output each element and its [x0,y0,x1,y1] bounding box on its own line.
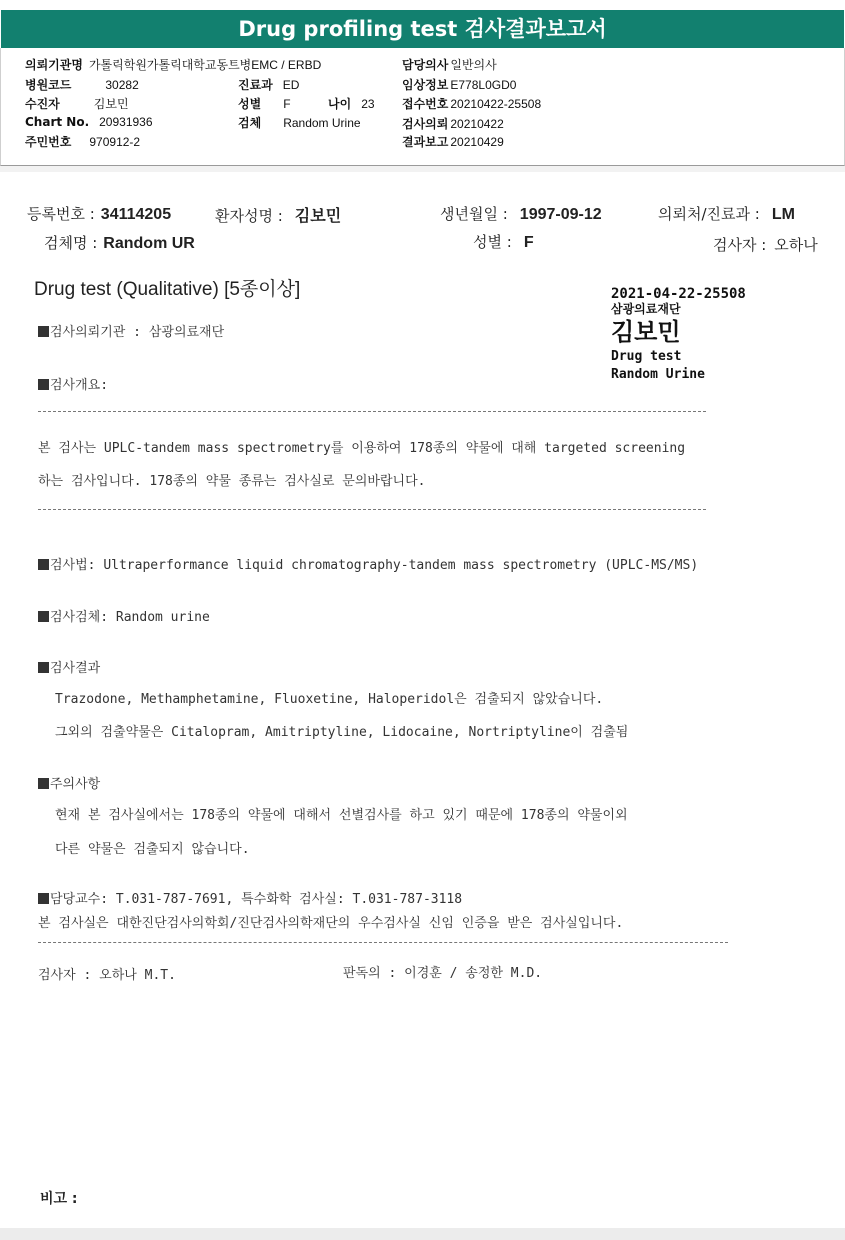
header-receipt-no: 접수번호 20210422-25508 [402,97,542,111]
bullet-square-icon [38,893,49,904]
header-chart-no: Chart No. 20931936 [25,115,153,129]
dashed-divider [38,509,706,510]
examiner-line: 검사자 : 오하나 M.T. [38,968,176,983]
header-age: 나이 23 [328,97,375,111]
caution-text-2: 다른 약물은 검출되지 않습니다. [55,842,250,857]
result-text-1: Trazodone, Methamphetamine, Fluoxetine, Haloperidol은 검출되지 않았습니다. [55,692,604,707]
stamp-receipt-no: 2021-04-22-25508 [611,286,746,302]
certification-line: 본 검사실은 대한진단검사의학회/진단검사의학재단의 우수검사실 신임 인증을 받은 검사실입니다. [38,916,624,931]
stamp-test: Drug test [611,349,682,364]
report-title: Drug profiling test 검사결과보고서 [1,10,844,48]
reader-line: 판독의 : 이경훈 / 송정한 M.D. [343,966,543,981]
header-report-date: 결과보고 20210429 [402,135,504,149]
header-doctor: 담당의사 일반의사 [402,58,497,72]
bullet-square-icon [38,559,49,570]
header-hospital-code: 병원코드 30282 [25,78,139,92]
page-bottom-band [0,1228,845,1240]
header-institution: 의뢰기관명 가톨릭학원가톨릭대학교동트병EMC / ERBD [25,58,322,72]
patient-dob: 생년월일 : 1997-09-12 [440,205,602,223]
result-heading: 검사결과 [38,657,100,676]
bullet-square-icon [38,326,49,337]
result-text-2: 그외의 검출약물은 Citalopram, Amitriptyline, Lidocaine, Nortriptyline이 검출됨 [55,725,629,740]
stamp-lab: 삼광의료재단 [611,302,681,316]
bullet-square-icon [38,662,49,673]
contact-line: 담당교수: T.031-787-7691, 특수화학 검사실: T.031-787-3118 [38,888,462,907]
header-clinical-info: 임상정보 E778L0GD0 [402,78,517,92]
stamp-specimen: Random Urine [611,367,705,382]
header-department: 진료과 ED [238,78,300,92]
overview-text-1: 본 검사는 UPLC-tandem mass spectrometry를 이용하여 178종의 약물에 대해 targeted screening [38,441,686,456]
overview-text-2: 하는 검사입니다. 178종의 약물 종류는 검사실로 문의바랍니다. [38,474,426,489]
header-sex: 성별 F [238,97,291,111]
test-title: Drug test (Qualitative) [5종이상] [34,279,301,300]
specimen-line: 검사검체: Random urine [38,606,210,625]
overview-heading: 검사개요: [38,374,108,393]
patient-dept: 의뢰처/진료과 : LM [658,205,795,223]
remarks-label: 비고 : [40,1191,78,1207]
report-header [0,48,845,166]
caution-text-1: 현재 본 검사실에서는 178종의 약물에 대해서 선별검사를 하고 있기 때문에 178종의 약물이외 [55,808,628,823]
caution-heading: 주의사항 [38,773,100,792]
patient-sex: 성별 : F [473,233,534,251]
patient-name: 환자성명 : 김보민 [215,207,342,225]
patient-reg-no: 등록번호 : 34114205 [27,205,172,223]
header-divider-band [0,166,845,172]
header-specimen: 검체 Random Urine [238,116,361,130]
stamp-patient-name: 김보민 [611,318,681,346]
bullet-square-icon [38,778,49,789]
header-request-date: 검사의뢰 20210422 [402,117,504,131]
institution-line: 검사의뢰기관 : 삼광의료재단 [38,321,224,340]
header-patient: 수진자 김보민 [25,97,129,111]
dashed-divider [38,411,706,412]
specimen-label-stamp [611,286,746,384]
patient-specimen: 검체명 : Random UR [44,234,195,252]
bullet-square-icon [38,379,49,390]
header-resident-no: 주민번호 970912-2 [25,135,141,149]
bullet-square-icon [38,611,49,622]
patient-examiner: 검사자 : 오하나 [713,236,818,254]
method-line: 검사법: Ultraperformance liquid chromatography-tandem mass spectrometry (UPLC-MS/MS) [38,554,698,573]
dashed-divider [38,942,728,943]
